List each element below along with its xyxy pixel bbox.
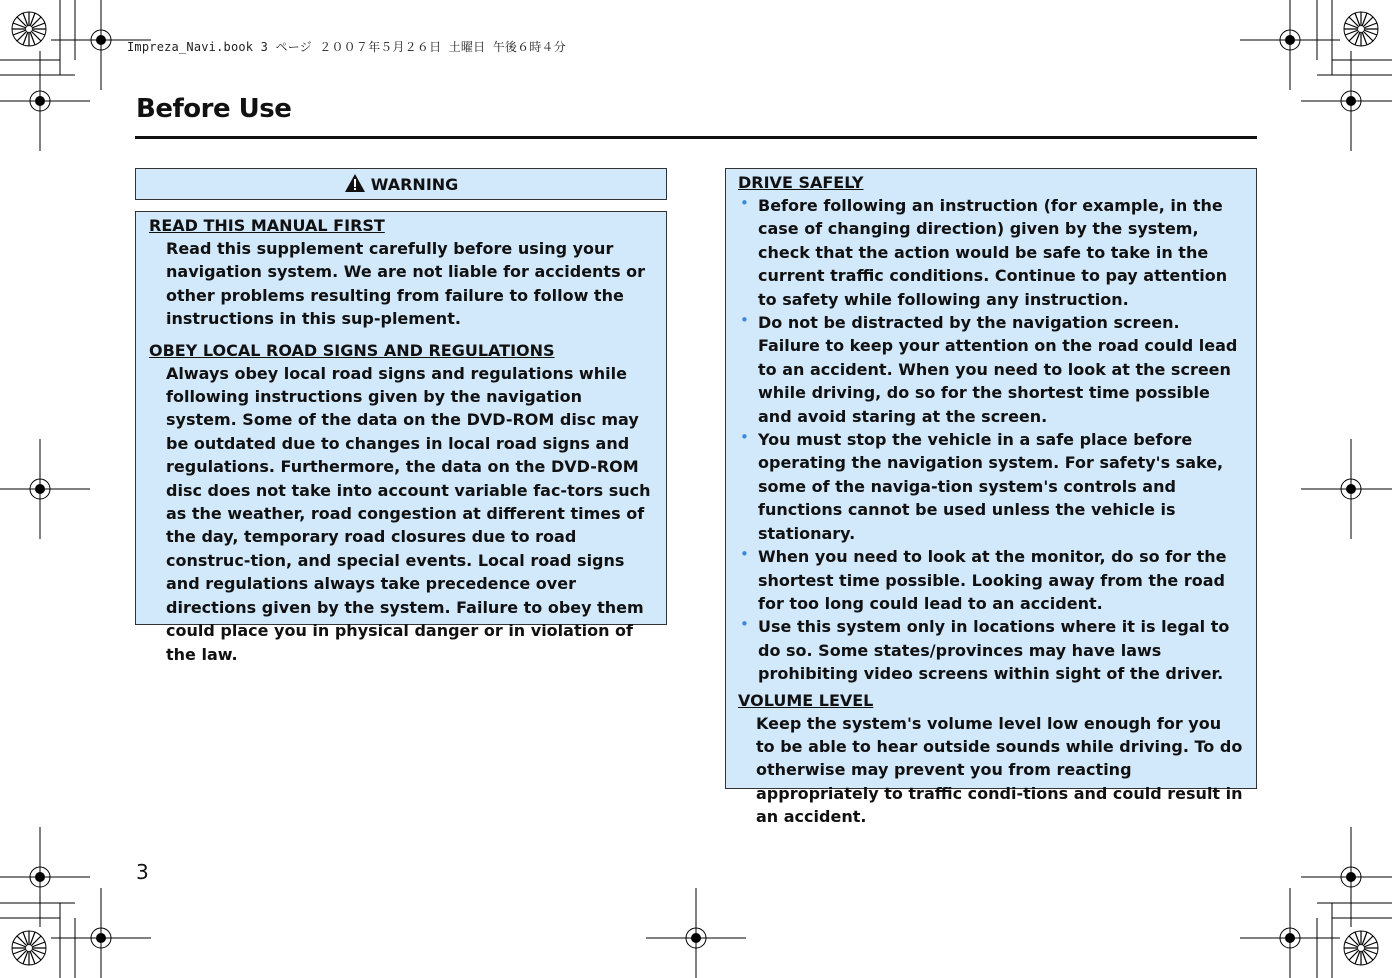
list-item: • Do not be distracted by the navigation screen. Failure to keep your attention on the road could lead to an accident. When you need to look at the screen while driving, do so for the shortest time possible and avoid staring at the screen. (740, 311, 1238, 426)
list-item: • Before following an instruction (for example, in the case of changing direction) given by the system, check that the action would be safe to take in the current traffic conditions. Continue to pay attention to safety while following any instruction. (740, 194, 1228, 309)
list-item: • When you need to look at the monitor, do so for the shortest time possible. Looking away from the road for too long could lead to an accident. (740, 545, 1227, 613)
drive-safely-heading: DRIVE SAFELY (738, 173, 864, 192)
bullet-icon: • (740, 194, 749, 212)
warning-label-box (135, 168, 667, 200)
page-title: Before Use (136, 94, 292, 124)
drive-safely-box (725, 168, 1257, 827)
bullet-icon: • (740, 615, 749, 634)
warning-content-box (135, 211, 667, 664)
list-item: • You must stop the vehicle in a safe place before operating the navigation system. For safety's sake, some of the naviga-tion system's controls and functions cannot be used unless the vehicle is stationary. (740, 428, 1224, 543)
section-heading: OBEY LOCAL ROAD SIGNS AND REGULATIONS (149, 340, 555, 360)
volume-level-heading: VOLUME LEVEL (738, 690, 874, 710)
warning-label: WARNING (370, 175, 459, 194)
section-heading: READ THIS MANUAL FIRST (149, 216, 385, 235)
page-number: 3 (136, 860, 149, 884)
bullet-icon: • (740, 545, 749, 564)
bullet-icon: • (740, 428, 749, 447)
list-item: • Use this system only in locations where it is legal to do so. Some states/provinces may have laws prohibiting video screens within sight of the driver. (740, 615, 1230, 684)
volume-level-text: Keep the system's volume level low enough for you to be able to hear outside sounds while driving. To do otherwise may prevent you from reacting appropriately to traffic condi-tions and could result in an accident. (756, 713, 1243, 827)
section-text: Always obey local road signs and regulations while following instructions given by the navigation system. Some of the data on the DVD-ROM disc may be outdated due to changes in local road signs and regulations. Furthermore, the data on the DVD-ROM disc does not take into account variable fac-tors such as the weather, road congestion at different times of the day, temporary road closures due to road construc-tion, and special events. Local road signs and regulations always take precedence over directions given by the system. Failure to obey them could place you in physical danger or in violation of the law. (166, 363, 651, 664)
bullet-icon: • (740, 311, 749, 330)
file-header: Impreza_Navi.book 3 ページ ２００７年５月２６日 土曜日 午後６時４分 (127, 40, 566, 54)
warning-triangle-icon (344, 173, 366, 197)
title-rule (135, 136, 1257, 139)
section-text: Read this supplement carefully before using your navigation system. We are not liable for accidents or other problems resulting from failure to follow the instructions in this sup-plement. (166, 239, 646, 329)
